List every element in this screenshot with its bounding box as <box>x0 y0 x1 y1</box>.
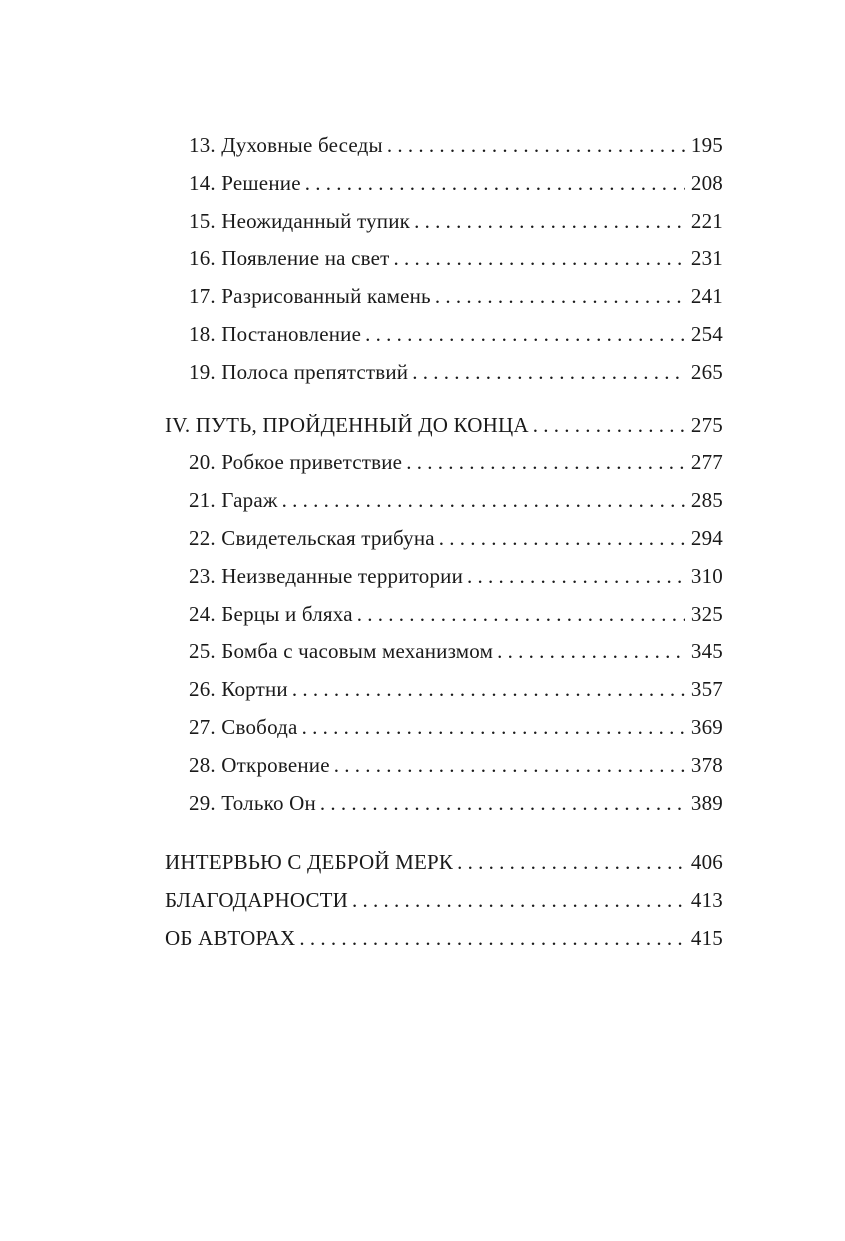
dot-leader <box>292 671 685 709</box>
toc-entry-page: 241 <box>690 284 723 309</box>
dot-leader <box>497 633 685 671</box>
toc-entry-chapter-15[interactable] <box>165 203 723 241</box>
toc-entry-title: 19. Полоса препятствий <box>189 359 409 384</box>
toc-entry-page: 406 <box>690 850 723 875</box>
toc-entry-page: 254 <box>690 321 723 346</box>
toc-entry-interview[interactable] <box>165 844 723 882</box>
toc-entry-about-authors[interactable] <box>165 920 723 958</box>
toc-entry-part-4[interactable] <box>165 407 723 445</box>
dot-leader <box>334 747 685 785</box>
dot-leader <box>282 482 685 520</box>
toc-entry-chapter-27[interactable] <box>165 709 723 747</box>
toc-entry-page: 285 <box>690 488 723 513</box>
toc-entry-page: 378 <box>690 752 723 777</box>
dot-leader <box>435 278 685 316</box>
toc-part-title: IV. ПУТЬ, ПРОЙДЕННЫЙ ДО КОНЦА <box>165 412 529 437</box>
toc-entry-title: 27. Свобода <box>189 714 298 739</box>
dot-leader <box>302 709 685 747</box>
dot-leader <box>533 407 685 445</box>
toc-entry-page: 294 <box>690 525 723 550</box>
table-of-contents <box>165 127 723 958</box>
toc-entry-title: 26. Кортни <box>189 677 288 702</box>
toc-entry-chapter-14[interactable] <box>165 165 723 203</box>
toc-entry-page: 325 <box>690 601 723 626</box>
toc-entry-title: 14. Решение <box>189 170 301 195</box>
dot-leader <box>439 520 685 558</box>
toc-entry-title: 13. Духовные беседы <box>189 133 383 157</box>
dot-leader <box>305 165 685 203</box>
dot-leader <box>467 558 685 596</box>
toc-entry-chapter-19[interactable] <box>165 354 723 392</box>
toc-entry-title: 23. Неизведанные территории <box>189 563 464 588</box>
toc-entry-page: 389 <box>690 790 723 815</box>
dot-leader <box>320 785 685 823</box>
dot-leader <box>357 596 685 634</box>
toc-entry-page: 369 <box>690 714 723 739</box>
toc-entry-chapter-18[interactable] <box>165 316 723 354</box>
dot-leader <box>352 882 685 920</box>
toc-entry-page: 275 <box>690 412 723 437</box>
toc-entry-title: 15. Неожиданный тупик <box>189 208 411 233</box>
toc-entry-title: 25. Бомба с часовым механизмом <box>189 639 494 664</box>
toc-entry-chapter-23[interactable] <box>165 558 723 596</box>
toc-entry-page: 265 <box>690 359 723 384</box>
toc-entry-page: 208 <box>690 170 723 195</box>
toc-entry-page: 413 <box>690 888 723 913</box>
toc-entry-title: ОБ АВТОРАХ <box>165 925 296 950</box>
dot-leader <box>414 203 685 241</box>
toc-entry-chapter-25[interactable] <box>165 633 723 671</box>
toc-entry-chapter-21[interactable] <box>165 482 723 520</box>
toc-entry-page: 221 <box>690 208 723 233</box>
toc-entry-chapter-20[interactable] <box>165 444 723 482</box>
toc-entry-chapter-13[interactable] <box>165 127 723 165</box>
toc-entry-title: 18. Постановление <box>189 321 362 346</box>
toc-entry-page: 357 <box>690 677 723 702</box>
toc-entry-page: 415 <box>690 925 723 950</box>
toc-entry-page: 345 <box>690 639 723 664</box>
toc-entry-title: 24. Берцы и бляха <box>189 601 353 626</box>
toc-entry-title: 22. Свидетельская трибуна <box>189 525 435 550</box>
dot-leader <box>457 844 685 882</box>
toc-entry-chapter-24[interactable] <box>165 596 723 634</box>
toc-entry-chapter-17[interactable] <box>165 278 723 316</box>
toc-entry-page: 195 <box>690 133 723 157</box>
toc-entry-page: 231 <box>690 246 723 271</box>
toc-entry-title: 17. Разрисованный камень <box>189 284 431 309</box>
dot-leader <box>406 444 685 482</box>
dot-leader <box>387 127 685 165</box>
toc-entry-page: 277 <box>690 450 723 475</box>
toc-entry-chapter-16[interactable] <box>165 240 723 278</box>
toc-entry-title: 29. Только Он <box>189 790 316 815</box>
toc-entry-acknowledgements[interactable] <box>165 882 723 920</box>
toc-entry-title: 21. Гараж <box>189 488 278 513</box>
toc-entry-chapter-29[interactable] <box>165 785 723 823</box>
dot-leader <box>365 316 685 354</box>
toc-entry-title: ИНТЕРВЬЮ С ДЕБРОЙ МЕРК <box>165 850 454 875</box>
dot-leader <box>412 354 685 392</box>
dot-leader <box>394 240 685 278</box>
toc-entry-title: 16. Появление на свет <box>189 246 390 271</box>
toc-entry-chapter-22[interactable] <box>165 520 723 558</box>
toc-entry-title: 28. Откровение <box>189 752 330 777</box>
toc-entry-title: БЛАГОДАРНОСТИ <box>165 888 349 913</box>
toc-entry-chapter-26[interactable] <box>165 671 723 709</box>
toc-entry-page: 310 <box>690 563 723 588</box>
toc-entry-chapter-28[interactable] <box>165 747 723 785</box>
toc-entry-title: 20. Робкое приветствие <box>189 450 403 475</box>
dot-leader <box>299 920 685 958</box>
